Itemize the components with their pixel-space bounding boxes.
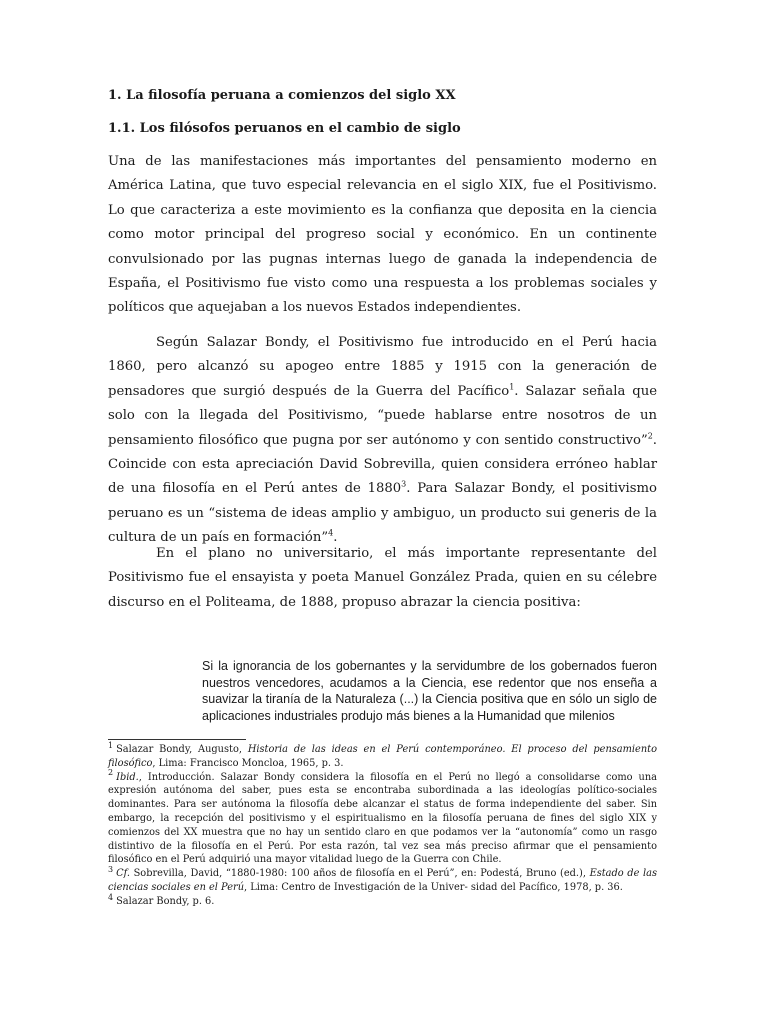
paragraph-2 (108, 331, 657, 551)
paragraph-3: En el plano no universitario, el más importante representante del Positivismo fue el ensayista y poeta Manuel González Prada, quien en su célebre discurso en el Politeama, de 1888, propuso abrazar la ciencia positiva: (108, 546, 657, 610)
footnote-3-number: 3 (108, 864, 114, 874)
footnote-2-ibid: Ibid. (116, 771, 139, 783)
subsection-heading: 1.1. Los filósofos peruanos en el cambio de siglo (108, 121, 461, 136)
footnote-ref-3[interactable]: 3 (401, 480, 407, 490)
footnote-3-title: Estado de las ciencias sociales en el Perú (108, 868, 657, 893)
footnote-3 (108, 864, 657, 895)
footnote-separator (108, 739, 246, 740)
footnote-3-cf: Cf. (116, 868, 130, 880)
footnote-1-author: Salazar Bondy, Augusto, (116, 744, 248, 755)
footnote-3-publisher: , Lima: Centro de Investigación de la Univer- sidad del Pacífico, 1978, p. 36. (244, 881, 623, 893)
footnote-1 (108, 740, 657, 771)
footnote-4-text: Salazar Bondy, p. 6. (116, 895, 215, 907)
footnote-4 (108, 892, 657, 909)
footnote-2 (108, 768, 657, 868)
footnote-ref-4[interactable]: 4 (328, 528, 334, 538)
paragraph-2-text-2: . Salazar señala que solo con la llegada del Positivismo, “puede hablarse entre nosotros de un pensamiento filosófico que pugna por ser autónomo y con sentido constructivo” (108, 383, 658, 448)
paragraph-2-text-5: . (333, 530, 338, 546)
footnote-4-number: 4 (108, 892, 114, 902)
footnote-ref-2[interactable]: 2 (647, 431, 653, 441)
paragraph-2-text-4: . Para Salazar Bondy, el positivismo peruano es un “sistema de ideas amplio y ambiguo, un producto sui generis de la cultura de un país en formación” (108, 481, 657, 546)
block-quote: Si la ignorancia de los gobernantes y la servidumbre de los gobernados fueron nuestros vencedores, acudamos a la Ciencia, ese redentor que nos enseña a suavizar la tiranía de la Naturaleza (...) la Ciencia positiva que en sólo un siglo de aplicaciones industriales produjo más bienes a la Humanidad que milenios (202, 659, 657, 723)
footnote-1-publisher: , Lima: Francisco Moncloa, 1965, p. 3. (152, 757, 344, 769)
footnote-2-number: 2 (108, 768, 114, 778)
section-heading: 1. La filosofía peruana a comienzos del siglo XX (108, 88, 456, 103)
footnote-3-text: Sobrevilla, David, “1880-1980: 100 años de filosofía en el Perú”, en: Podestá, Bruno (ed.), (129, 868, 590, 880)
paragraph-1: Una de las manifestaciones más importantes del pensamiento moderno en América Latina, que tuvo especial relevancia en el siglo XIX, fue el Positivismo. Lo que caracteriza a este movimiento es la confianza que deposita en la ciencia como motor principal del progreso social y económico. En un continente convulsionado por las pugnas internas luego de ganada la independencia de España, el Positivismo fue visto como una respuesta a los problemas sociales y políticos que aquejaban a los nuevos Estados independientes. (108, 154, 657, 316)
footnotes (108, 740, 657, 909)
footnote-1-number: 1 (108, 740, 114, 750)
paragraph-2-text-3: . Coincide con esta apreciación David Sobrevilla, quien considera erróneo hablar de una filosofía en el Perú antes de 1880 (108, 432, 657, 497)
footnote-ref-1[interactable]: 1 (509, 382, 515, 392)
footnote-2-text: , Introducción. Salazar Bondy considera la filosofía en el Perú no llegó a consolidarse como una expresión autónoma del saber, pues esta se encontraba subordinada a las ideologías político-sociales dominantes. Para ser autónoma la filosofía debe alcanzar el status de forma independiente del saber. Sin embargo, la recepción del positivismo y el espiritualismo en la filosofía peruana de fines del siglo XIX y comienzos del XX muestra que no hay un sentido claro en que podamos ver la “autonomía” como un rasgo distintivo de la filosofía en el Perú. Por esta razón, tal vez sea más preciso afirmar que el pensamiento filosófico en el Perú adquirió una mayor vitalidad luego de la Guerra con Chile. (108, 771, 657, 866)
paragraph-2-text-1: Según Salazar Bondy, el Positivismo fue introducido en el Perú hacia 1860, pero alcanzó su apogeo entre 1885 y 1915 con la generación de pensadores que surgió después de la Guerra del Pacífico (108, 335, 657, 399)
footnote-1-title: Historia de las ideas en el Perú contemporáneo. El proceso del pensamiento filosófico (108, 744, 657, 769)
